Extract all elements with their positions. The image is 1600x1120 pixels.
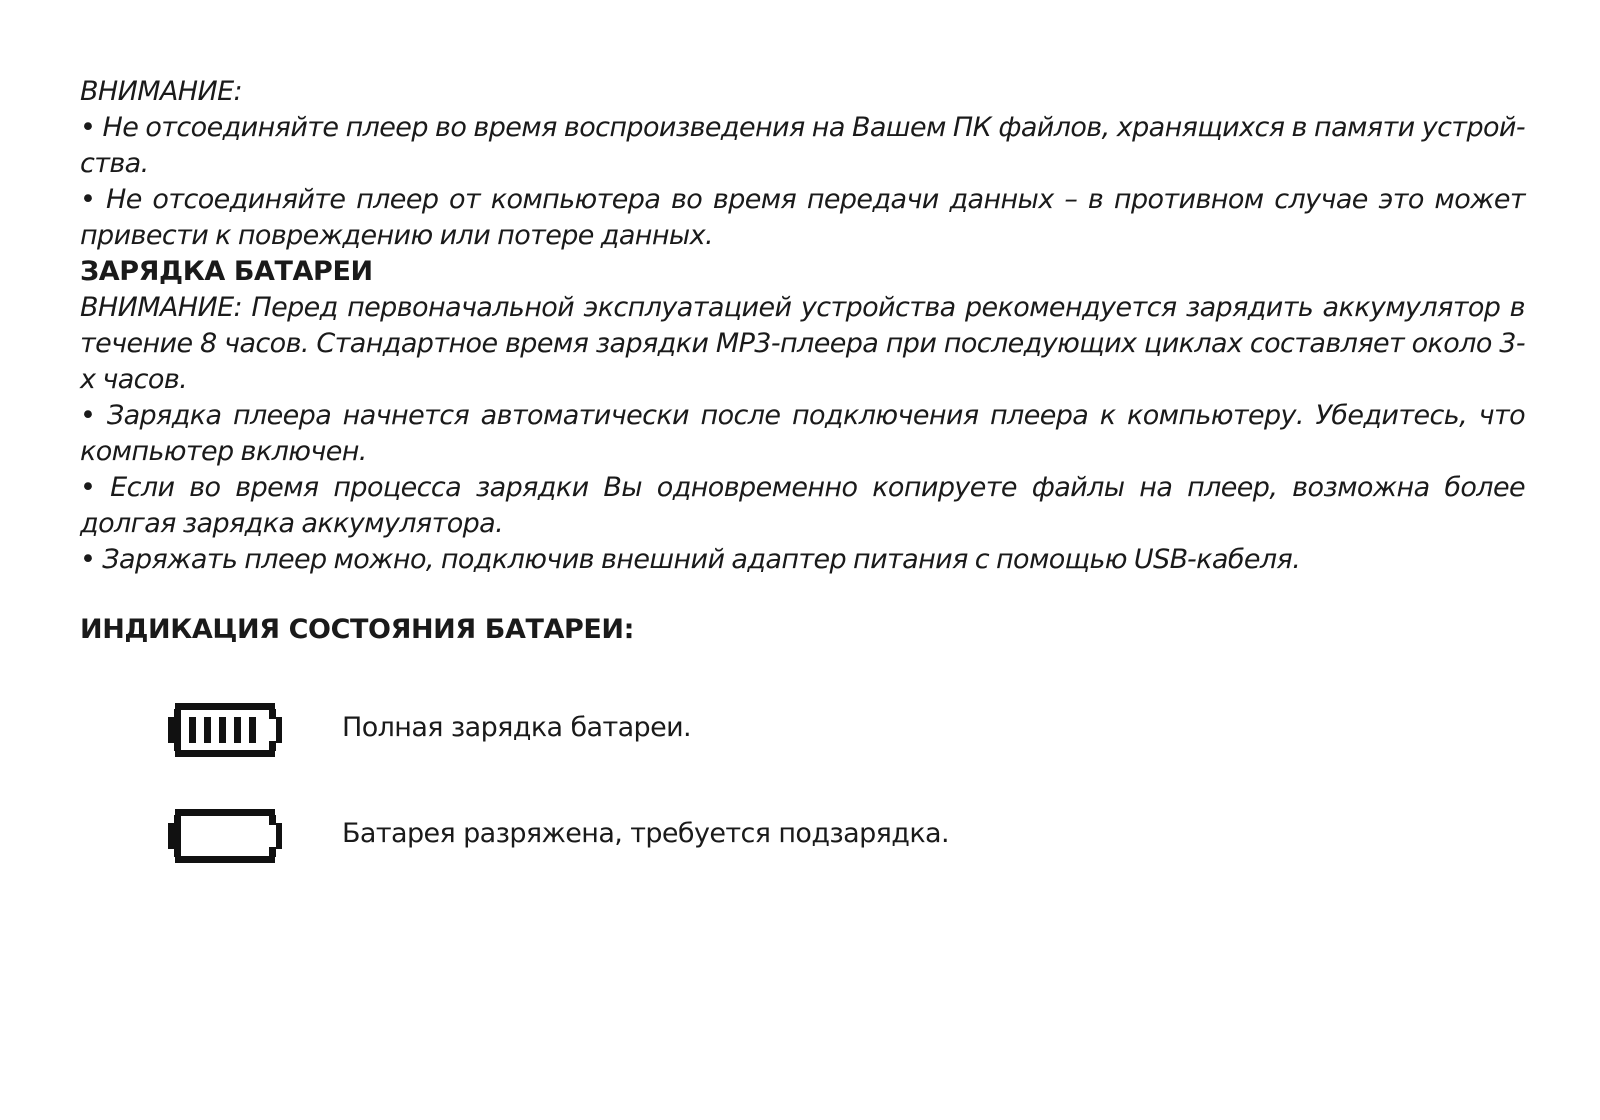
- legend-full-text: Полная зарядка батареи.: [342, 712, 692, 743]
- battery-level-bars: [189, 717, 256, 743]
- indication-heading: ИНДИКАЦИЯ СОСТОЯНИЯ БАТАРЕИ:: [80, 614, 634, 645]
- charging-heading: ЗАРЯДКА БАТАРЕИ: [80, 256, 373, 287]
- warning-title: ВНИМАНИЕ:: [80, 76, 243, 107]
- legend-row-empty: [80, 806, 1280, 876]
- manual-page: [80, 74, 1525, 849]
- warning-item: • Не отсоединяйте плеер во время воспроизведения на Вашем ПК файлов, хранящихся в памяти устрой-ства.: [80, 112, 1525, 179]
- legend-empty-text: Батарея разряжена, требуется подзарядка.: [342, 818, 949, 849]
- charging-intro: ВНИМАНИЕ: Перед первоначальной эксплуатацией устройства рекомендуется зарядить аккумулятор в течение 8 часов. Стандартное время зарядки MP3-плеера при последующих циклах составляет около 3-х часов.: [80, 292, 1525, 395]
- legend-row-full: [80, 700, 1280, 770]
- charging-item: • Заряжать плеер можно, подключив внешний адаптер питания с помощью USB-кабеля.: [80, 544, 1301, 575]
- charging-item: • Если во время процесса зарядки Вы одновременно копируете файлы на плеер, возможна более долгая зарядка аккумулятора.: [80, 472, 1525, 539]
- warning-item: • Не отсоединяйте плеер от компьютера во время передачи данных – в противном случае это может привести к повреждению или потере данных.: [80, 184, 1525, 251]
- charging-item: • Зарядка плеера начнется автоматически после подключения плеера к компьютеру. Убедитесь, что компьютер включен.: [80, 400, 1525, 467]
- battery-empty-icon: [168, 806, 284, 870]
- battery-full-icon: [168, 700, 284, 764]
